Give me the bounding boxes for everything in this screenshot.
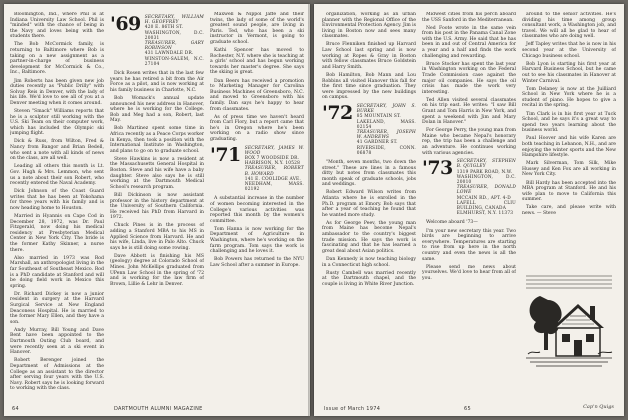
right-column-2 [422, 12, 516, 400]
class-year: '71 [210, 143, 241, 166]
address-line: 1319 PARK ROAD, N.W. [456, 169, 513, 175]
class-address [145, 15, 204, 67]
paragraph: "Month, seven months, two down the street." These are lines in a famous ditty but notes from classmates this month speak of graduate schools, jobs and weddings. [322, 159, 416, 188]
paragraph: Tim Clark is in his first year at Tuck School, and he says it's a great way to spend two years learning about the business world. [522, 111, 616, 134]
paragraph: As for George Peev, the young man from Maine has become Nepal's ambassador to the country's biggest trade mission. He says the work is fascinating and that he has learned a great deal about Asian politics. [322, 220, 416, 254]
paragraph: Tom Hanna is now working for the Department of Agriculture in Washington, where he's working on the farm program. Tom says the work is challenging and he loves it. [210, 226, 304, 255]
address-line: ELMHURST, N.Y. 11373 [456, 211, 514, 217]
paragraph: Bob Womack's annual update announced his new address in Hanover, where he is working for the College. Bob and Meg had a son, Robert, last May. [110, 95, 204, 124]
address-line: 41 GARDNER ST. [356, 140, 398, 146]
paragraph: Welcome aboard '73— [426, 220, 478, 226]
paragraph: Bob Lyon is starting his first year at Harvard Business School, but he came out to see his classmates in Hanover at Winter Carnival. [522, 61, 616, 84]
secretary-name: SECRETARY, STEPHEN B. QUIGLEY [456, 159, 516, 170]
class-year: '73 [422, 157, 453, 180]
right-column-3 [522, 12, 616, 258]
paragraph: Also married in 1973 was Rod Marshall, an anthropologist living in the far Southeast of Southeast Mexico. Rod is a PhD candidate at Stanford and will be doing field work in Mexico this spring. [10, 255, 104, 289]
address-line: 420 E. 86TH ST. [144, 25, 184, 31]
class-address [357, 104, 416, 156]
paragraph: Dan Kennedy is now teaching biology in a Connecticut high school. [322, 256, 416, 268]
running-footer: DARTMOUTH ALUMNI MAGAZINE [114, 406, 203, 412]
right-page [314, 4, 624, 416]
left-column-1 [10, 12, 104, 400]
paragraph: Married in Hyannis on Cape Cod in December 28, 1972, was Dr. Paul Fitzgerald, now doing his medical residency at Presbyterian Medical Center in New York City. The bride is the former Kathy Skinner, a nurse there. [10, 214, 104, 253]
address-line: 431 LAWNDALE DR. [144, 51, 194, 57]
address-line: BOX 7 WOODSIDE DR. [244, 155, 300, 161]
paragraph: Maxwell & Nippol Jaffe and their twins, the lady of some of the world's greatest sound people, are living in Paris. Ted, who has been a ski instructor in Vermont, is going to graduate school. [210, 12, 304, 45]
page-number: 64 [12, 406, 19, 412]
paragraph: around to the senior activities. He's dividing his time among group consultant work, a Washington job, and travel. We will all be glad to hear of classmates who are doing well. [522, 12, 616, 40]
address-line: LAKELAND, MASS. 02154 [356, 119, 416, 130]
secretary-name: SECRETARY, JAMES W. WOOD [244, 145, 304, 156]
secretary-name: SECRETARY, JOHN S. BURKE [356, 103, 416, 115]
class-year: '72 [322, 101, 353, 124]
treasurer-name: TREASURER, DONALD LOWE [456, 185, 516, 196]
paragraph: Bruce Stocker has spent the last year in Washington working on the Federal Trade Commission case against the major oil companies. He says the oil crisis has made the work very interesting. [422, 61, 516, 95]
address-line: WASHINGTON, D.C. 20031 [144, 30, 204, 41]
class-address [245, 146, 304, 193]
paragraph: Bob Hamilton, Bob Mann and Lou Robbins all visited Hanover this fall for the first time since graduation. They were impressed by the new buildings on campus. [322, 72, 416, 101]
paragraph: I'm your new secretary this year. Two birds are beginning to arrive everywhere. Temperatures are starting to rise from up here in the north country and even the news is all the same. [422, 228, 516, 262]
paragraph: Andy Murray, Bill Young and Dave Bent have been appointed to the Dartmouth Outing Club board, and were recently seen at a ski event in Hanover. [10, 327, 104, 356]
paragraph: Please send me news about yourselves. We'd love to hear from all of you. [422, 264, 516, 281]
paragraph: Robert Edward Wilson writes from Atlanta where he is enrolled in the Ph.D. program at Emory. Bob says that after a year of teaching he found that he wanted more study. [322, 190, 416, 218]
paragraph: Robert Berenger joined the Department of Admissions at the College as an assistant to the director after serving four years with the U.S. Navy. Robert says he is looking forward to working with the class. [10, 358, 104, 392]
paragraph: Chuck Pines is in the process of adding a Stanford MBA to his MS in Applied Science from Harvard. He and his wife, Linda, live in Palo Alto. Chuck says he is still doing some rowing. [110, 223, 204, 251]
paragraph: Bill Hardy has been accepted into the MBA program at Stanford. He and his wife plan to move to California this summer. [522, 180, 616, 203]
paragraph: Dr. Richard Dickey is now a junior resident in surgery at the Harvard Surgical Service at New England Deaconess Hospital. He is married to the former Mary Ellen, and they have a son. [10, 291, 104, 325]
paragraph: Dick & Russ, from Wilton, Fred & Nancy from Bangor and Brian Bedell, who sent a note with all kinds of news on the class, are all well. [10, 139, 104, 162]
address-line: 85 MOUNTAIN ST. [356, 114, 402, 120]
address-line: WINSTON-SALEM, N.C. 27104 [144, 56, 204, 67]
treasurer-name: TREASURER, GARY ROBINSON [144, 41, 204, 52]
paragraph: Dick Johnson of the Coast Guard writes that he has been at Yokohama for three years with his family and is now heading home to Houston. [10, 189, 104, 211]
class-heading-71 [210, 143, 304, 193]
class-year: '69 [110, 13, 141, 35]
paragraph: Steven "Smack" Williams reports that he is a sculptor still working with the U.S. Ski Team on their computer work, which has included the Olympic ski jumping flight. [10, 109, 104, 137]
address-line: NEEDHAM, MASS. 02192 [244, 181, 304, 193]
address-line: MCCAIN RD., APT. 4-D [456, 195, 511, 201]
house-woodcut-illustration [522, 266, 616, 378]
paragraph: A substantial increase in the number of women becoming interested in the College's various activities was reported this month by the women's committee. [210, 196, 304, 224]
class-heading-69 [110, 15, 204, 67]
paragraph: As of press time we haven't heard from Carl Flory, but a report came that he's in Oregon where he's been working on a radio show since graduating. [210, 114, 304, 142]
paragraph: organization, working as an urban planner with the Regional Office of the Environmental Protection Agency. Jim is living in Boston now and sees many classmates. [322, 12, 416, 40]
page-number: 65 [464, 406, 471, 412]
paragraph: Bruce Flenniken finished up Harvard Law School last spring and is now working at Ropes & Gray in Boston with fellow classmates Bruce Goldstein and Harry Smith. [322, 42, 416, 70]
left-column-3 [210, 12, 304, 400]
paragraph: Rusty Cambell was married recently at the Dartmouth chapel, and the couple is living in White River Junction. [322, 270, 416, 287]
paragraph: Steve Hawkins is now a resident at the Massachusetts General Hospital in Boston. Steve and his wife have a baby daughter. Steve also says he is still working at the Dartmouth Medical School's research program. [110, 156, 204, 190]
paragraph: Paul Hoover and his wife Karen are both teaching in Lebanon, N.H., and are enjoying the winter sports and the New Hampshire lifestyle. [522, 136, 616, 159]
class-heading-72 [322, 101, 416, 156]
paragraph: Kathi Spencer has moved to Rochester, N.Y. where she is teaching at a girls' school and has begun working towards her master's degree. She says the skiing is great. [210, 48, 304, 76]
address-line: WASHINGTON, D.C. 20010 [456, 174, 516, 186]
issue-footer: Issue of March 1974 [324, 406, 381, 412]
treasurer-name: TREASURER, ROBERT B. HOWARD [244, 166, 304, 177]
address-line: 141 E. COOLIDGE AVE. [244, 176, 301, 182]
illustration-caption: Cap'n Quigs [583, 404, 614, 410]
paragraph: The Bob McCormick family, is returning to Baltimore where Bob is taking on a new assignment as a partner-in-charge of business development for McCormick & Co., Inc., Baltimore. [10, 42, 104, 76]
right-column-1 [322, 12, 416, 400]
paragraph: Bloomington, Ind., where Phil is at Indiana University Law School. Phil is "minded" with the chance of being in the Navy and loves being with the students there. [10, 12, 104, 40]
treasurer-name: TREASURER, JOSEPH W. ANDREWS [356, 129, 416, 141]
left-page [4, 4, 310, 416]
secretary-name: SECRETARY, WILLIAM H. GEOFFREY [144, 15, 204, 26]
class-heading-73 [422, 159, 516, 216]
paragraph: Dan Beers has received a promotion to Marketing Manager for Carolina Business Machines of Greensboro, N.C. and moved to Greensboro with his family. Dan says he's happy to hear from classmates. [210, 78, 304, 112]
paragraph: Midwest cities from his perch aboard the USS Sanford in the Mediterranean. [422, 12, 516, 23]
paragraph: For George Perry, the young man from Maine who became Nepal's honorary rep, the trip has been a challenge and an adventure. He continues working with various agencies. [422, 128, 516, 156]
paragraph: Take care, and please write with news. — Steve [522, 205, 616, 216]
paragraph: Jim Roberts has been given new job duties recently as "Public Drilly" with Solvay Reis in Denver, with the lady of his life. We'd love to see all of you at a Denver meeting when it comes around. [10, 78, 104, 106]
paragraph: Tom Delaney is now at the Juilliard School in New York where he is a student of piano. He hopes to give a recital in the spring. [522, 86, 616, 109]
class-address [457, 159, 516, 216]
address-line: RIVERSIDE, CONN. 06878 [356, 145, 416, 156]
paragraph: Bob Powers has returned to the NYU Law School after a summer in Europe. [210, 257, 304, 268]
paragraph: Leading all others this month is Lt. Gov. Hugh & Mrs. Lemmon, who sent us a note about their son Robert, who recently entered the Naval Academy. [10, 164, 104, 187]
paragraph: Bob Martinez spent some time in Africa recently as a Peace Corps worker in Kenya, then took a position with the International Institute in Washington, and plans to go on to graduate school. [110, 126, 204, 154]
paragraph: Bill Dickinson is now assistant professor in the history department at the University of Southern California. He received his PhD from Harvard in 1972. [110, 192, 204, 221]
paragraph: Jeff Tapley writes that he is now in his second year at the University of Chicago business school. [522, 42, 616, 59]
paragraph: Ted Allen visited several classmates on his trip east. He writes: "I saw Bill Grant and Tom Harris in New York, and spent a weekend with Jim and Mary Dolan in Hanover." [422, 97, 516, 126]
address-line: HARRISON, N.Y. 10528 [244, 161, 301, 167]
paragraph: Dick Rosen writes that in the last few years he has retired a bit from the Air Force as a pilot, and is now working at his family business in Charlotte, N.C. [110, 71, 204, 93]
paragraph: Mark Silverman, Tom Silk, Mike Hussey and Ken Fox are all working in New York City. [522, 161, 616, 178]
paragraph: Ned Foote wrote in the same vein from his post in the Panama Canal Zone with the U.S. Army. He said that he has been in and out of Central America for a year and a half and finds the work challenging and rewarding. [422, 25, 516, 59]
address-line: LAFELL CLIU BUILDING, CANADA [456, 200, 516, 212]
paragraph: Dave Abbott is finishing his MS (geology) degree at Colorado School of Mines. John McKellips graduated from UPenn Law School in the spring of '72 and is working for the law firm of Brown, Lillie & Lehr in Denver. [110, 253, 204, 287]
left-column-2 [110, 12, 204, 400]
